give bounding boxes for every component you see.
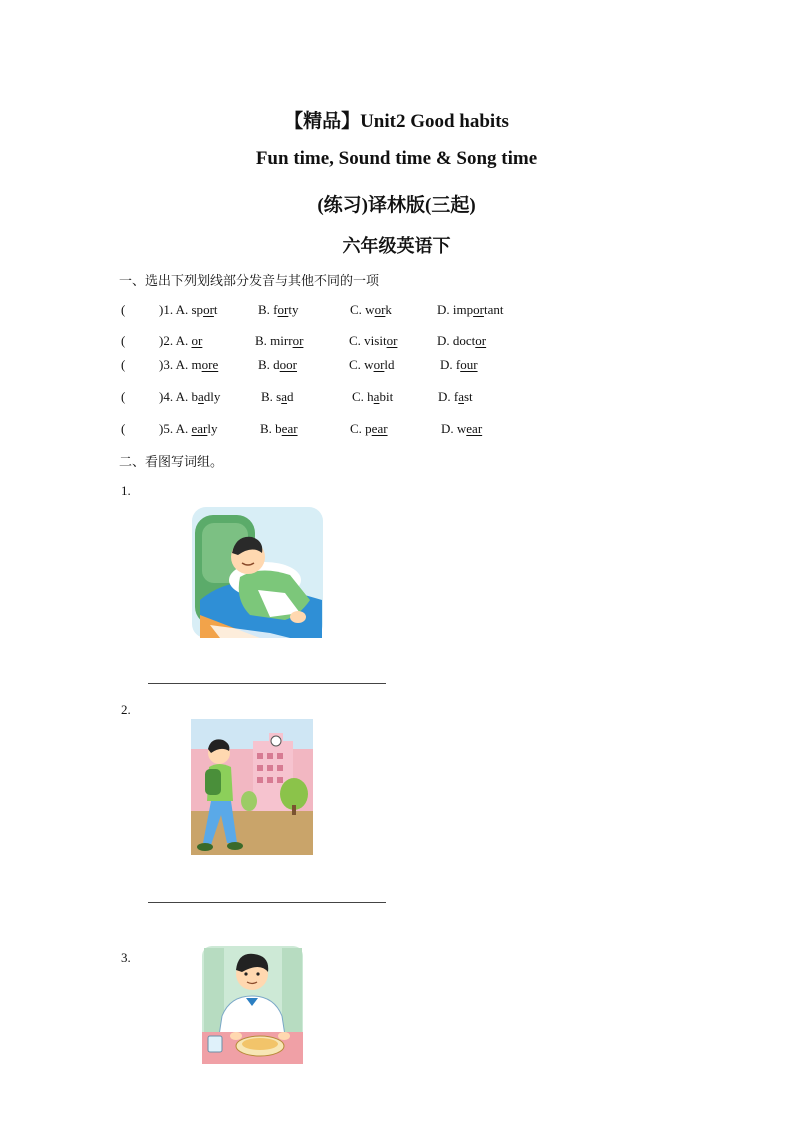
- option-d: D. doctor: [437, 333, 487, 348]
- title-line-1: 【精品】Unit2 Good habits: [284, 111, 509, 132]
- option-c: C. pear: [350, 421, 388, 436]
- boy-sleeping-image: [190, 505, 325, 640]
- option-c: C. visitor: [349, 333, 398, 348]
- item-number: 1.: [121, 483, 131, 498]
- item-number: 3.: [121, 950, 131, 965]
- option-d: D. wear: [441, 421, 483, 436]
- section-1-heading: 一、选出下列划线部分发音与其他不同的一项: [119, 274, 380, 289]
- option-c: C. work: [350, 302, 392, 317]
- option-b: B. mirror: [255, 333, 304, 348]
- title-line-4: 六年级英语下: [342, 236, 451, 257]
- answer-line: [148, 683, 386, 684]
- boy-eating-image: [200, 944, 305, 1066]
- option-b: B. sad: [261, 389, 294, 404]
- option-b: B. forty: [258, 302, 299, 317]
- option-d: D. important: [437, 302, 504, 317]
- option-c: C. world: [349, 357, 395, 372]
- option-d: D. four: [440, 357, 478, 372]
- item-number: 2.: [121, 702, 131, 717]
- title-line-2: Fun time, Sound time & Song time: [255, 148, 538, 169]
- title-line-3: (练习)译林版(三起): [317, 195, 476, 216]
- option-b: B. door: [258, 357, 298, 372]
- option-b: B. bear: [260, 421, 298, 436]
- boy-walking-to-school-image: [191, 719, 313, 855]
- answer-line: [148, 902, 386, 903]
- section-2-heading: 二、看图写词组。: [119, 455, 224, 470]
- option-d: D. fast: [438, 389, 473, 404]
- option-c: C. habit: [352, 389, 394, 404]
